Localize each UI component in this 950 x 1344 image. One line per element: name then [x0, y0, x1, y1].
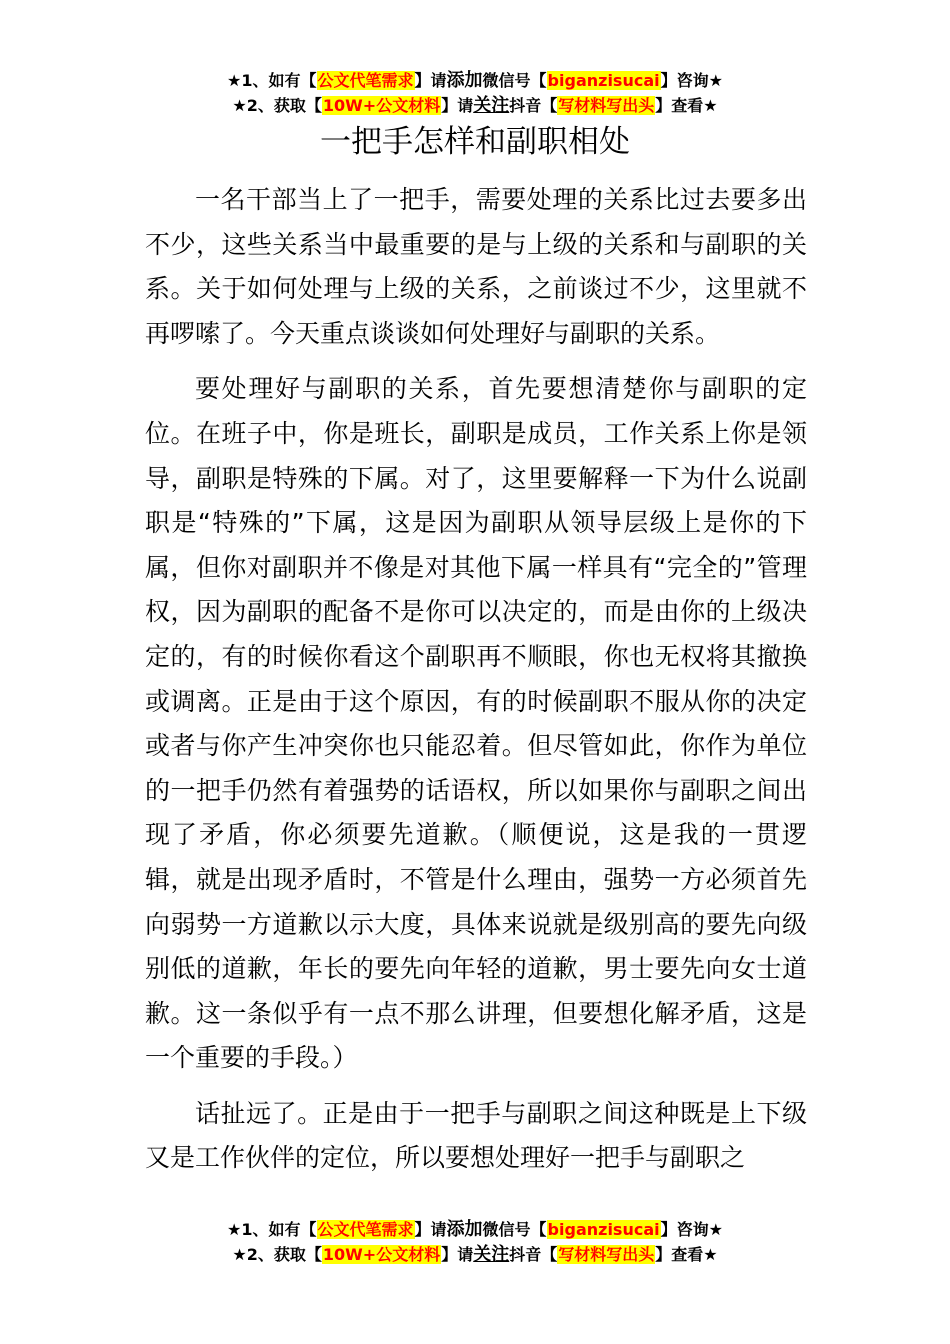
banner-text: ★1、如有【 [227, 1220, 317, 1239]
banner-text: ★2、获取【 [232, 96, 322, 115]
banner-line-1 [0, 1217, 950, 1242]
banner-emphasis: 关注 [473, 95, 510, 116]
banner-text: 】请 [441, 96, 474, 115]
banner-text: 抖音【 [509, 1245, 558, 1264]
banner-text: ★1、如有【 [227, 71, 317, 90]
banner-text: 微信号【 [482, 71, 547, 90]
banner-text: 】请 [414, 71, 447, 90]
banner-text: 】查看★ [655, 1245, 718, 1264]
banner-highlight: 公文代笔需求 [317, 71, 414, 90]
banner-douyin-id: 写材料写出头 [558, 1245, 655, 1264]
banner-douyin-id: 写材料写出头 [558, 96, 655, 115]
banner-highlight: 10W+公文材料 [322, 96, 441, 115]
header-banner [0, 68, 950, 118]
banner-wechat-id: biganzisucai [547, 71, 660, 90]
banner-text: 】咨询★ [660, 71, 723, 90]
banner-text: 】请 [441, 1245, 474, 1264]
paragraph: 一名干部当上了一把手，需要处理的关系比过去要多出不少，这些关系当中最重要的是与上级的关系和与副职的关系。关于如何处理与上级的关系，之前谈过不少，这里就不再啰嗦了。今天重点谈谈如何处理好与副职的关系。 [145, 185, 807, 348]
banner-line-2 [0, 93, 950, 118]
banner-text: 】咨询★ [660, 1220, 723, 1239]
banner-text: 】查看★ [655, 96, 718, 115]
paragraph: 要处理好与副职的关系，首先要想清楚你与副职的定位。在班子中，你是班长，副职是成员，工作关系上你是领导，副职是特殊的下属。对了，这里要解释一下为什么说副职是“特殊的”下属，这是因为副职从领导层级上是你的下属，但你对副职并不像是对其他下属一样具有“完全的”管理权，因为副职的配备不是你可以决定的，而是由你的上级决定的，有的时候你看这个副职再不顺眼，你也无权将其撤换或调离。正是由于这个原因，有的时候副职不服从你的决定或者与你产生冲突你也只能忍着。但尽管如此，你作为单位的一把手仍然有着强势的话语权，所以如果你与副职之间出现了矛盾，你必须要先道歉。（顺便说，这是我的一贯逻辑，就是出现矛盾时，不管是什么理由，强势一方必须首先向弱势一方道歉以示大度，具体来说就是级别高的要先向级别低的道歉，年长的要先向年轻的道歉，男士要先向女士道歉。这一条似乎有一点不那么讲理，但要想化解矛盾，这是一个重要的手段。） [145, 374, 807, 1073]
banner-text: 微信号【 [482, 1220, 547, 1239]
banner-text: 】请 [414, 1220, 447, 1239]
page-title: 一把手怎样和副职相处 [320, 124, 630, 160]
banner-highlight: 公文代笔需求 [317, 1220, 414, 1239]
banner-emphasis: 关注 [473, 1244, 510, 1265]
banner-emphasis: 添加 [446, 1219, 483, 1240]
footer-banner [0, 1217, 950, 1267]
banner-wechat-id: biganzisucai [547, 1220, 660, 1239]
banner-line-2 [0, 1242, 950, 1267]
banner-text: ★2、获取【 [232, 1245, 322, 1264]
banner-highlight: 10W+公文材料 [322, 1245, 441, 1264]
banner-line-1 [0, 68, 950, 93]
document-body [145, 178, 807, 1192]
banner-text: 抖音【 [509, 96, 558, 115]
paragraph: 话扯远了。正是由于一把手与副职之间这种既是上下级又是工作伙伴的定位，所以要想处理好一把手与副职之 [145, 1098, 807, 1173]
banner-emphasis: 添加 [446, 70, 483, 91]
